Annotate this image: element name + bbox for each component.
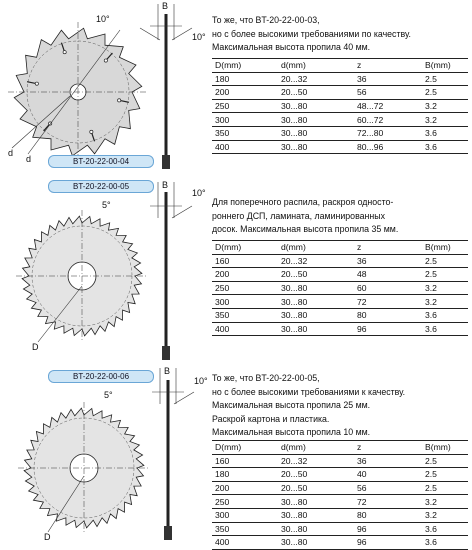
description-line: Раскрой картона и пластика. (212, 413, 330, 424)
table-cell: 350 (212, 126, 261, 140)
table-cell: 3.2 (411, 113, 468, 127)
table-row (212, 308, 468, 322)
table-cell: 250 (212, 99, 261, 113)
table-cell: 20...50 (261, 268, 347, 282)
blade-profile-icon (150, 182, 192, 360)
table-header-row (212, 59, 468, 73)
table-cell: 350 (212, 522, 261, 536)
saw-blade-icon (18, 402, 150, 534)
header-cell: B(mm) (411, 441, 468, 455)
table-cell: 96 (347, 322, 411, 336)
table-row (212, 495, 468, 509)
table-cell: 400 (212, 140, 261, 154)
table-cell: 80 (347, 508, 411, 522)
table-row (212, 322, 468, 336)
table-cell: 30...80 (261, 281, 347, 295)
header-cell: z (347, 59, 411, 73)
table-cell: 48 (347, 268, 411, 282)
description-1 (212, 14, 468, 55)
table-cell: 2.5 (411, 72, 468, 86)
table-cell: 72 (347, 295, 411, 309)
table-cell: 2.5 (411, 254, 468, 268)
product-code-badge: BT-20-22-00-05 (48, 180, 154, 193)
spec-table-2 (212, 240, 468, 336)
block-3 (0, 364, 472, 546)
description-line: То же, что BT-20-22-00-05, (212, 373, 320, 383)
table-cell: 36 (347, 72, 411, 86)
header-cell: z (347, 241, 411, 255)
header-cell: D(mm) (212, 441, 261, 455)
table-cell: 200 (212, 481, 261, 495)
table-cell: 30...80 (261, 522, 347, 536)
table-row (212, 254, 468, 268)
header-cell: D(mm) (212, 241, 261, 255)
table-cell: 30...80 (261, 508, 347, 522)
table-row (212, 522, 468, 536)
table-row (212, 295, 468, 309)
angle-label: 10° (96, 14, 110, 24)
diameter-label: d (8, 148, 14, 158)
description-line: досок. Максимальная высота пропила 35 мм. (212, 224, 399, 234)
table-cell: 180 (212, 72, 261, 86)
table-cell: 56 (347, 86, 411, 100)
table-cell: 2.5 (411, 468, 468, 482)
saw-blade-drawing-1 (0, 0, 212, 176)
description-line: но с более высокими требованиями по качеству. (212, 28, 411, 39)
table-cell: 80 (347, 308, 411, 322)
table-row (212, 99, 468, 113)
table-cell: 3.2 (411, 508, 468, 522)
saw-blade-drawing-2 (0, 176, 212, 364)
header-cell: z (347, 441, 411, 455)
table-cell: 96 (347, 536, 411, 550)
table-cell: 30...80 (261, 140, 347, 154)
description-line: Максимальная высота пропила 40 мм. (212, 42, 371, 52)
table-row (212, 72, 468, 86)
spec-table-1 (212, 58, 468, 154)
block-1 (0, 0, 472, 176)
header-cell: B(mm) (411, 241, 468, 255)
table-cell: 2.5 (411, 268, 468, 282)
table-cell: 3.6 (411, 536, 468, 550)
table-row (212, 454, 468, 468)
saw-blade-drawing-3 (0, 364, 212, 546)
table-cell: 96 (347, 522, 411, 536)
table-cell: 3.6 (411, 322, 468, 336)
angle-label: 10° (192, 188, 206, 198)
table-row (212, 536, 468, 550)
table-cell: 250 (212, 495, 261, 509)
table-cell: 2.5 (411, 86, 468, 100)
blade-profile-icon (140, 4, 192, 169)
product-code-badge: BT-20-22-00-04 (48, 155, 154, 168)
description-2 (212, 196, 468, 237)
table-cell: 40 (347, 468, 411, 482)
table-cell: 180 (212, 468, 261, 482)
header-cell: B(mm) (411, 59, 468, 73)
table-cell: 30...80 (261, 295, 347, 309)
thickness-label: B (164, 366, 171, 376)
table-cell: 20...32 (261, 72, 347, 86)
table-cell: 200 (212, 86, 261, 100)
table-cell: 3.2 (411, 281, 468, 295)
description-line: Максимальная высота пропила 10 мм. (212, 427, 371, 437)
saw-blade-icon (8, 22, 148, 162)
table-cell: 60 (347, 281, 411, 295)
table-cell: 3.2 (411, 295, 468, 309)
table-cell: 56 (347, 481, 411, 495)
table-cell: 20...50 (261, 86, 347, 100)
header-cell: D(mm) (212, 59, 261, 73)
table-cell: 80...96 (347, 140, 411, 154)
table-cell: 30...80 (261, 99, 347, 113)
table-cell: 400 (212, 322, 261, 336)
angle-label: 10° (194, 376, 208, 386)
table-cell: 30...80 (261, 308, 347, 322)
table-cell: 200 (212, 268, 261, 282)
header-cell: d(mm) (261, 441, 347, 455)
table-cell: 300 (212, 295, 261, 309)
description-3 (212, 372, 468, 440)
block-2 (0, 176, 472, 364)
table-header-row (212, 441, 468, 455)
table-row (212, 268, 468, 282)
angle-label: 5° (104, 390, 113, 400)
table-cell: 400 (212, 536, 261, 550)
table-cell: 3.2 (411, 495, 468, 509)
saw-blade-icon (16, 210, 148, 342)
description-line: То же, что BT-20-22-00-03, (212, 15, 320, 25)
header-cell: d(mm) (261, 59, 347, 73)
table-cell: 160 (212, 454, 261, 468)
table-cell: 48...72 (347, 99, 411, 113)
table-row (212, 481, 468, 495)
diameter-label: D (32, 342, 39, 352)
table-row (212, 126, 468, 140)
table-cell: 72...80 (347, 126, 411, 140)
header-cell: d(mm) (261, 241, 347, 255)
product-code-badge: BT-20-22-00-06 (48, 370, 154, 383)
table-row (212, 508, 468, 522)
table-cell: 36 (347, 454, 411, 468)
table-cell: 20...32 (261, 254, 347, 268)
table-cell: 350 (212, 308, 261, 322)
table-cell: 250 (212, 281, 261, 295)
angle-label: 5° (102, 200, 111, 210)
description-line: Для поперечного распила, раскроя односто- (212, 197, 394, 207)
table-row (212, 468, 468, 482)
table-cell: 36 (347, 254, 411, 268)
table-row (212, 140, 468, 154)
description-line: Максимальная высота пропила 25 мм. (212, 400, 371, 410)
table-cell: 2.5 (411, 454, 468, 468)
table-cell: 60...72 (347, 113, 411, 127)
table-cell: 2.5 (411, 481, 468, 495)
table-cell: 72 (347, 495, 411, 509)
table-cell: 30...80 (261, 322, 347, 336)
table-row (212, 281, 468, 295)
table-row (212, 86, 468, 100)
angle-label: 10° (192, 32, 206, 42)
table-cell: 300 (212, 508, 261, 522)
table-cell: 3.6 (411, 522, 468, 536)
table-cell: 30...80 (261, 126, 347, 140)
description-line: но с более высокими требованиями к качеству. (212, 386, 406, 397)
table-cell: 3.6 (411, 140, 468, 154)
thickness-label: B (162, 1, 169, 11)
table-cell: 20...50 (261, 468, 347, 482)
table-cell: 3.2 (411, 99, 468, 113)
table-cell: 300 (212, 113, 261, 127)
spec-table-3 (212, 440, 468, 550)
table-header-row (212, 241, 468, 255)
table-cell: 3.6 (411, 308, 468, 322)
table-cell: 30...80 (261, 536, 347, 550)
table-cell: 30...80 (261, 495, 347, 509)
blade-profile-icon (152, 368, 194, 540)
table-cell: 20...32 (261, 454, 347, 468)
table-row (212, 113, 468, 127)
table-cell: 160 (212, 254, 261, 268)
table-cell: 20...50 (261, 481, 347, 495)
bore-label: d (26, 154, 32, 164)
description-line: роннего ДСП, ламината, ламинированных (212, 210, 385, 221)
thickness-label: B (162, 180, 169, 190)
diameter-label: D (44, 532, 51, 542)
table-cell: 30...80 (261, 113, 347, 127)
table-cell: 3.6 (411, 126, 468, 140)
